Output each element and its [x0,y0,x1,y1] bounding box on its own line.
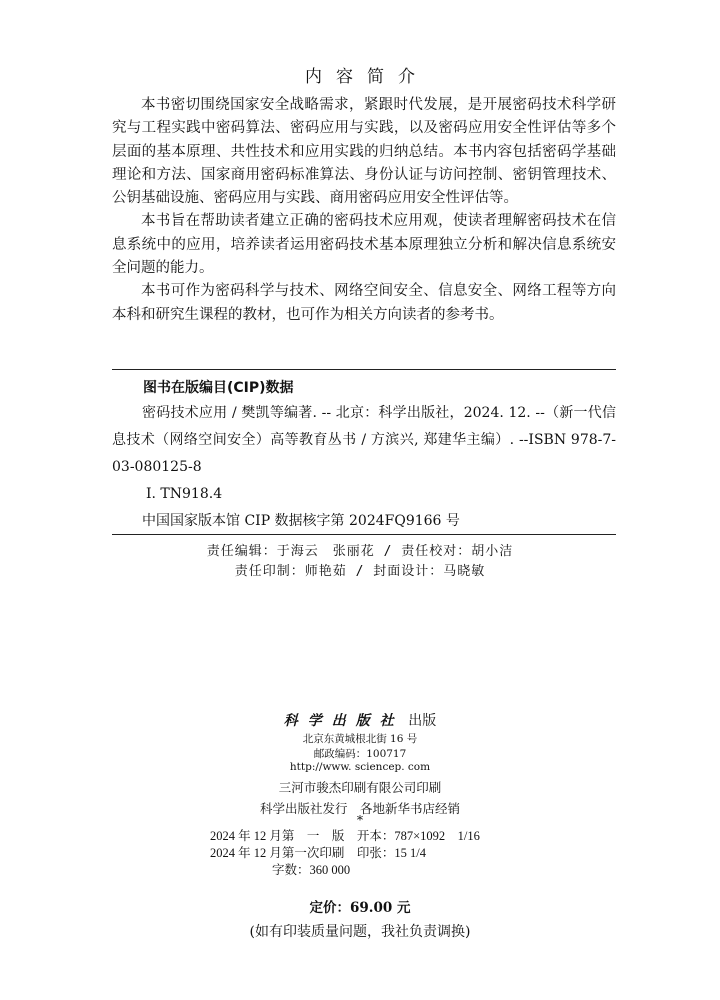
replacement-note: (如有印装质量问题，我社负责调换) [249,924,471,940]
cip-heading: 图书在版编目(CIP)数据 [143,380,294,396]
intro-title: 内容简介 [305,67,429,87]
distribution-line: 科学出版社发行 各地新华书店经销 [259,801,460,816]
intro-text [112,94,616,327]
cip-record [112,400,616,535]
price: 定价：69.00 元 [309,900,411,916]
publisher-line [0,710,720,730]
intro-paragraph-1: 本书密切围绕国家安全战略需求，紧跟时代发展，是开展密码技术科学研究与工程实践中密码算法、密码应用与实践，以及密码应用安全性评估等多个层面的基本原理、共性技术和应用实践的归纳总结。本书内容包括密码学基础理论和方法、国家商用密码标准算法、身份认证与访问控制、密钥管理技术、公钥基础设施、密码应用与实践、商用密码应用安全性评估等。 [112,97,616,207]
separator-star: * [356,812,364,827]
published-word: 出版 [408,713,437,729]
word-count: 字数：360 000 [272,863,351,877]
printer-line: 三河市骏杰印刷有限公司印刷 [278,780,442,795]
cip-bottom-rule [112,534,616,535]
editors-line-2: 责任印制：师艳茹 / 封面设计：马晓敏 [234,564,486,579]
cip-classification: Ⅰ. TN918.4 [146,486,223,502]
cip-record-text: 密码技术应用 / 樊凯等编著. -- 北京：科学出版社，2024. 12. --（新一代信息技术（网络空间安全）高等教育丛书 / 方滨兴, 郑建华主编）. --ISBN 978-7-03-080125-8 [112,405,616,475]
postal-code: 邮政编码：100717 [313,748,407,760]
publisher-website: http://www. sciencep. com [289,761,431,773]
cip-top-rule [112,369,616,370]
printing-line: 2024 年 12 月第一次印刷 印张：15 1/4 [210,846,426,860]
intro-paragraph-3: 本书可作为密码科学与技术、网络空间安全、信息安全、网络工程等方向本科和研究生课程的教材，也可作为相关方向读者的参考书。 [112,283,616,323]
print-specs [210,828,480,879]
publisher-logo: 科学出版社 [283,713,404,729]
edition-line: 2024 年 12 月第 一 版 开本：787×1092 1/16 [210,829,480,843]
intro-paragraph-2: 本书旨在帮助读者建立正确的密码技术应用观，使读者理解密码技术在信息系统中的应用，培养读者运用密码技术基本原理独立分析和解决信息系统安全问题的能力。 [112,213,616,277]
editors-line-1: 责任编辑：于海云 张丽花 / 责任校对：胡小洁 [206,544,514,559]
cip-library-note: 中国国家版本馆 CIP 数据核字第 2024FQ9166 号 [142,513,460,529]
publisher-address: 北京东黄城根北街 16 号 [302,733,418,745]
